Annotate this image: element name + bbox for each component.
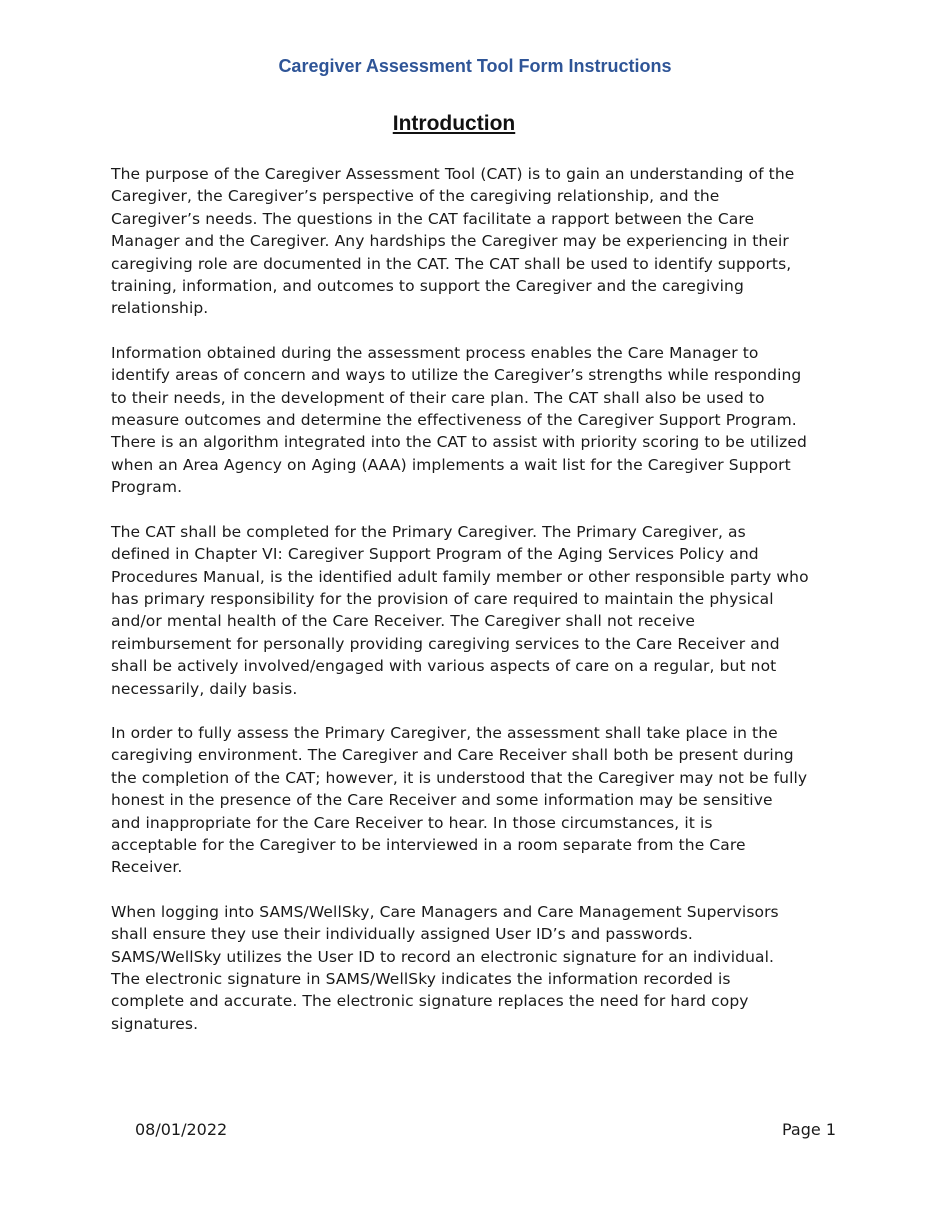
paragraph-primary-caregiver: The CAT shall be completed for the Primary Caregiver. The Primary Caregiver, as defined in Chapter VI: Caregiver Support Program of the Aging Services Policy and Procedures Manual, is the identified adult family member or other responsible party who has primary responsibility for the provision of care required to maintain the physical and/or mental health of the Care Receiver. The Caregiver shall not receive reimbursement for personally providing caregiving services to the Care Receiver and shall be actively involved/engaged with various aspects of care on a regular, but not necessarily, daily basis.: [111, 522, 809, 698]
document-title: Caregiver Assessment Tool Form Instructions: [278, 56, 672, 76]
paragraph-assessment-environment: In order to fully assess the Primary Caregiver, the assessment shall take place in the caregiving environment. The Caregiver and Care Receiver shall both be present during the completion of the CAT; however, it is understood that the Caregiver may not be fully honest in the presence of the Care Receiver and some information may be sensitive and inappropriate for the Care Receiver to hear. In those circumstances, it is acceptable for the Caregiver to be interviewed in a room separate from the Care Receiver.: [111, 723, 808, 877]
footer-date: 08/01/2022: [135, 1120, 228, 1139]
paragraph-purpose: The purpose of the Caregiver Assessment Tool (CAT) is to gain an understanding of the Caregiver, the Caregiver’s perspective of the caregiving relationship, and the Caregiver’s needs. The questions in the CAT facilitate a rapport between the Care Manager and the Caregiver. Any hardships the Caregiver may be experiencing in their caregiving role are documented in the CAT. The CAT shall be used to identify supports, training, information, and outcomes to support the Caregiver and the caregiving relationship.: [111, 165, 795, 318]
paragraph-electronic-signature: When logging into SAMS/WellSky, Care Managers and Care Management Supervisors shall ensure they use their individually assigned User ID’s and passwords. SAMS/WellSky utilizes the User ID to record an electronic signature for an individual. The electronic signature in SAMS/WellSky indicates the information recorded is complete and accurate. The electronic signature replaces the need for hard copy signatures.: [111, 902, 779, 1033]
footer-page-number: Page 1: [782, 1120, 836, 1139]
document-body: [111, 163, 851, 1057]
section-heading-introduction: Introduction: [392, 112, 516, 135]
paragraph-information: Information obtained during the assessment process enables the Care Manager to identify areas of concern and ways to utilize the Caregiver’s strengths while responding to their needs, in the development of their care plan. The CAT shall also be used to measure outcomes and determine the effectiveness of the Caregiver Support Program. There is an algorithm integrated into the CAT to assist with priority scoring to be utilized when an Area Agency on Aging (AAA) implements a wait list for the Caregiver Support Program.: [111, 343, 807, 497]
